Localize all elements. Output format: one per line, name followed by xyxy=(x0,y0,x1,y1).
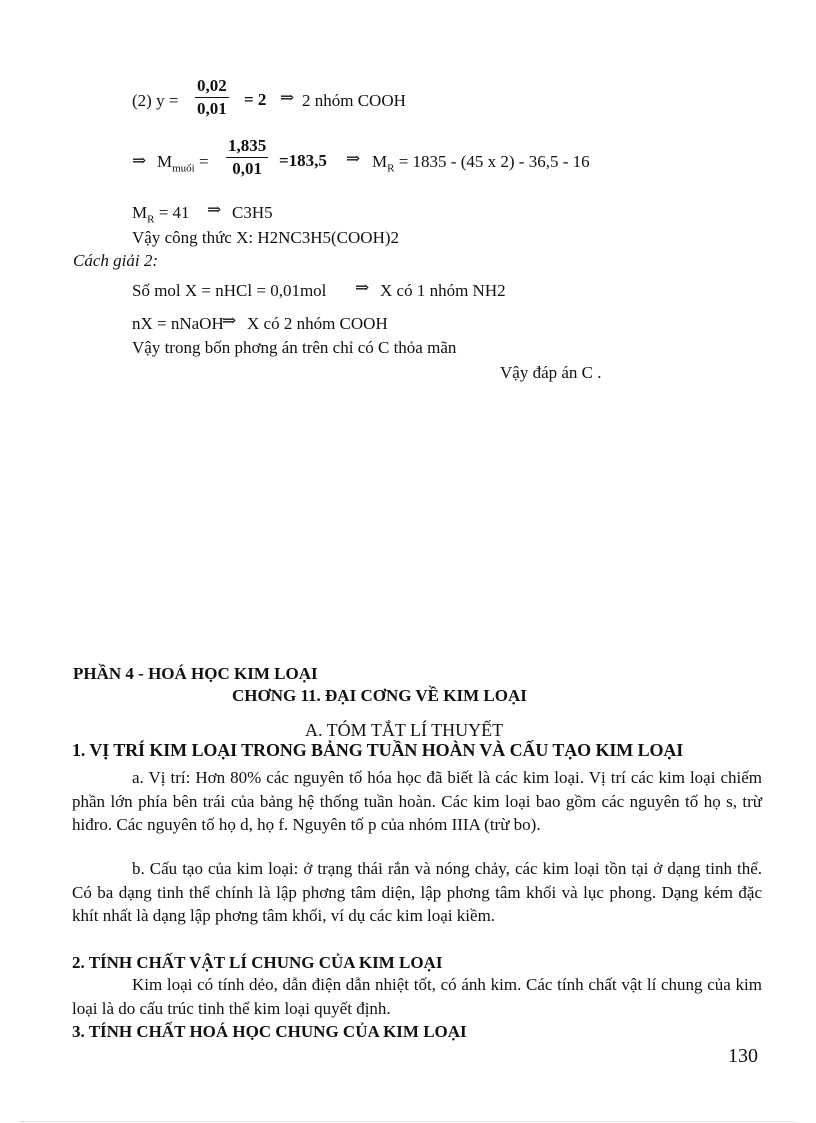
fraction-molar-mass-numerator: 1,835 xyxy=(228,136,267,155)
solution2-line2: nX = nNaOH xyxy=(132,314,224,333)
section-a-heading: A. TÓM TẮT LÍ THUYẾT xyxy=(305,720,504,740)
mr-result: $M_R = 41$ xyxy=(132,203,190,226)
solution2-line3: Vậy trong bốn phơng án trên chỉ có C thỏa mãn xyxy=(132,338,457,357)
implies-icon: ⇒ xyxy=(207,200,222,219)
molar-mass-r: $M_R = 1835 - (45$ x 2) - 36,5 - 16 xyxy=(372,152,590,175)
formula-conclusion: Vậy công thức X: H2NC3H5(COOH)2 xyxy=(132,228,400,247)
paragraph-physical: Kim loại có tính dẻo, dẫn điện dẫn nhiệt tốt, có ánh kim. Các tính chất vật lí chung của kim loại là do cấu trúc tinh thể kim loại quyết định. xyxy=(72,975,762,1018)
implies-icon: ⇒ xyxy=(280,88,295,107)
heading-3: 3. TÍNH CHẤT HOÁ HỌC CHUNG CỦA KIM LOẠI xyxy=(72,1022,467,1041)
answer-line: Vậy đáp án C . xyxy=(500,363,602,382)
fraction-y-numerator: 0,02 xyxy=(197,76,227,95)
solution2-heading: Cách giải 2: xyxy=(73,251,158,270)
page-number: 130 xyxy=(728,1045,758,1067)
fraction-molar-mass-denominator: 0,01 xyxy=(232,159,262,178)
equation-y-value: = 2 xyxy=(244,90,267,109)
implies-icon: ⇒ xyxy=(346,149,361,168)
solution2-line2-result: X có 2 nhóm COOH xyxy=(247,314,388,333)
molar-mass-salt: $M_{muối}$ = xyxy=(157,152,209,175)
implies-icon: ⇒ xyxy=(355,278,370,297)
molar-mass-value: =183,5 xyxy=(279,151,327,170)
heading-1: 1. VỊ TRÍ KIM LOẠI TRONG BẢNG TUẦN HOÀN VÀ CẤU TẠO KIM LOẠI xyxy=(72,740,684,760)
fraction-molar-mass xyxy=(226,136,268,179)
bottom-divider xyxy=(20,1121,796,1122)
equation-y-prefix: (2) y = xyxy=(132,91,179,110)
paragraph-structure: b. Cấu tạo của kim loại: ở trạng thái rắn và nóng chảy, các kim loại tồn tại ở dạng tinh thể. Có ba dạng tinh thể chính là lập phơng tâm diện, lập phơng tâm khối và lục phong. Dạng kém đặc khít nhất là dạng lập phơng tâm khối, ví dụ các kim loại kiềm. xyxy=(72,859,762,925)
paragraph-position: a. Vị trí: Hơn 80% các nguyên tố hóa học đã biết là các kim loại. Vị trí các kim loại chiếm phần lớn phía bên trái của bảng hệ thống tuần hoàn. Các kim loại bao gồm các nguyên tố họ s, trừ hiđro. Các nguyên tố họ d, họ f. Nguyên tố p của nhóm IIIA (trừ bo). xyxy=(72,768,762,834)
solution2-line1-result: X có 1 nhóm NH2 xyxy=(380,281,506,300)
radical-formula: C3H5 xyxy=(232,203,273,222)
chapter-title: CHƠNG 11. ĐẠI CƠNG VỀ KIM LOẠI xyxy=(232,686,527,705)
part-title: PHẦN 4 - HOÁ HỌC KIM LOẠI xyxy=(73,664,318,683)
implies-icon: ⇒ xyxy=(132,151,147,170)
solution2-line1: Số mol X = nHCl = 0,01mol xyxy=(132,281,327,300)
fraction-y xyxy=(195,76,229,119)
equation-y-result: 2 nhóm COOH xyxy=(302,91,406,110)
heading-2: 2. TÍNH CHẤT VẬT LÍ CHUNG CỦA KIM LOẠI xyxy=(72,953,443,972)
fraction-y-denominator: 0,01 xyxy=(197,99,227,118)
implies-icon: ⇒ xyxy=(222,311,237,330)
